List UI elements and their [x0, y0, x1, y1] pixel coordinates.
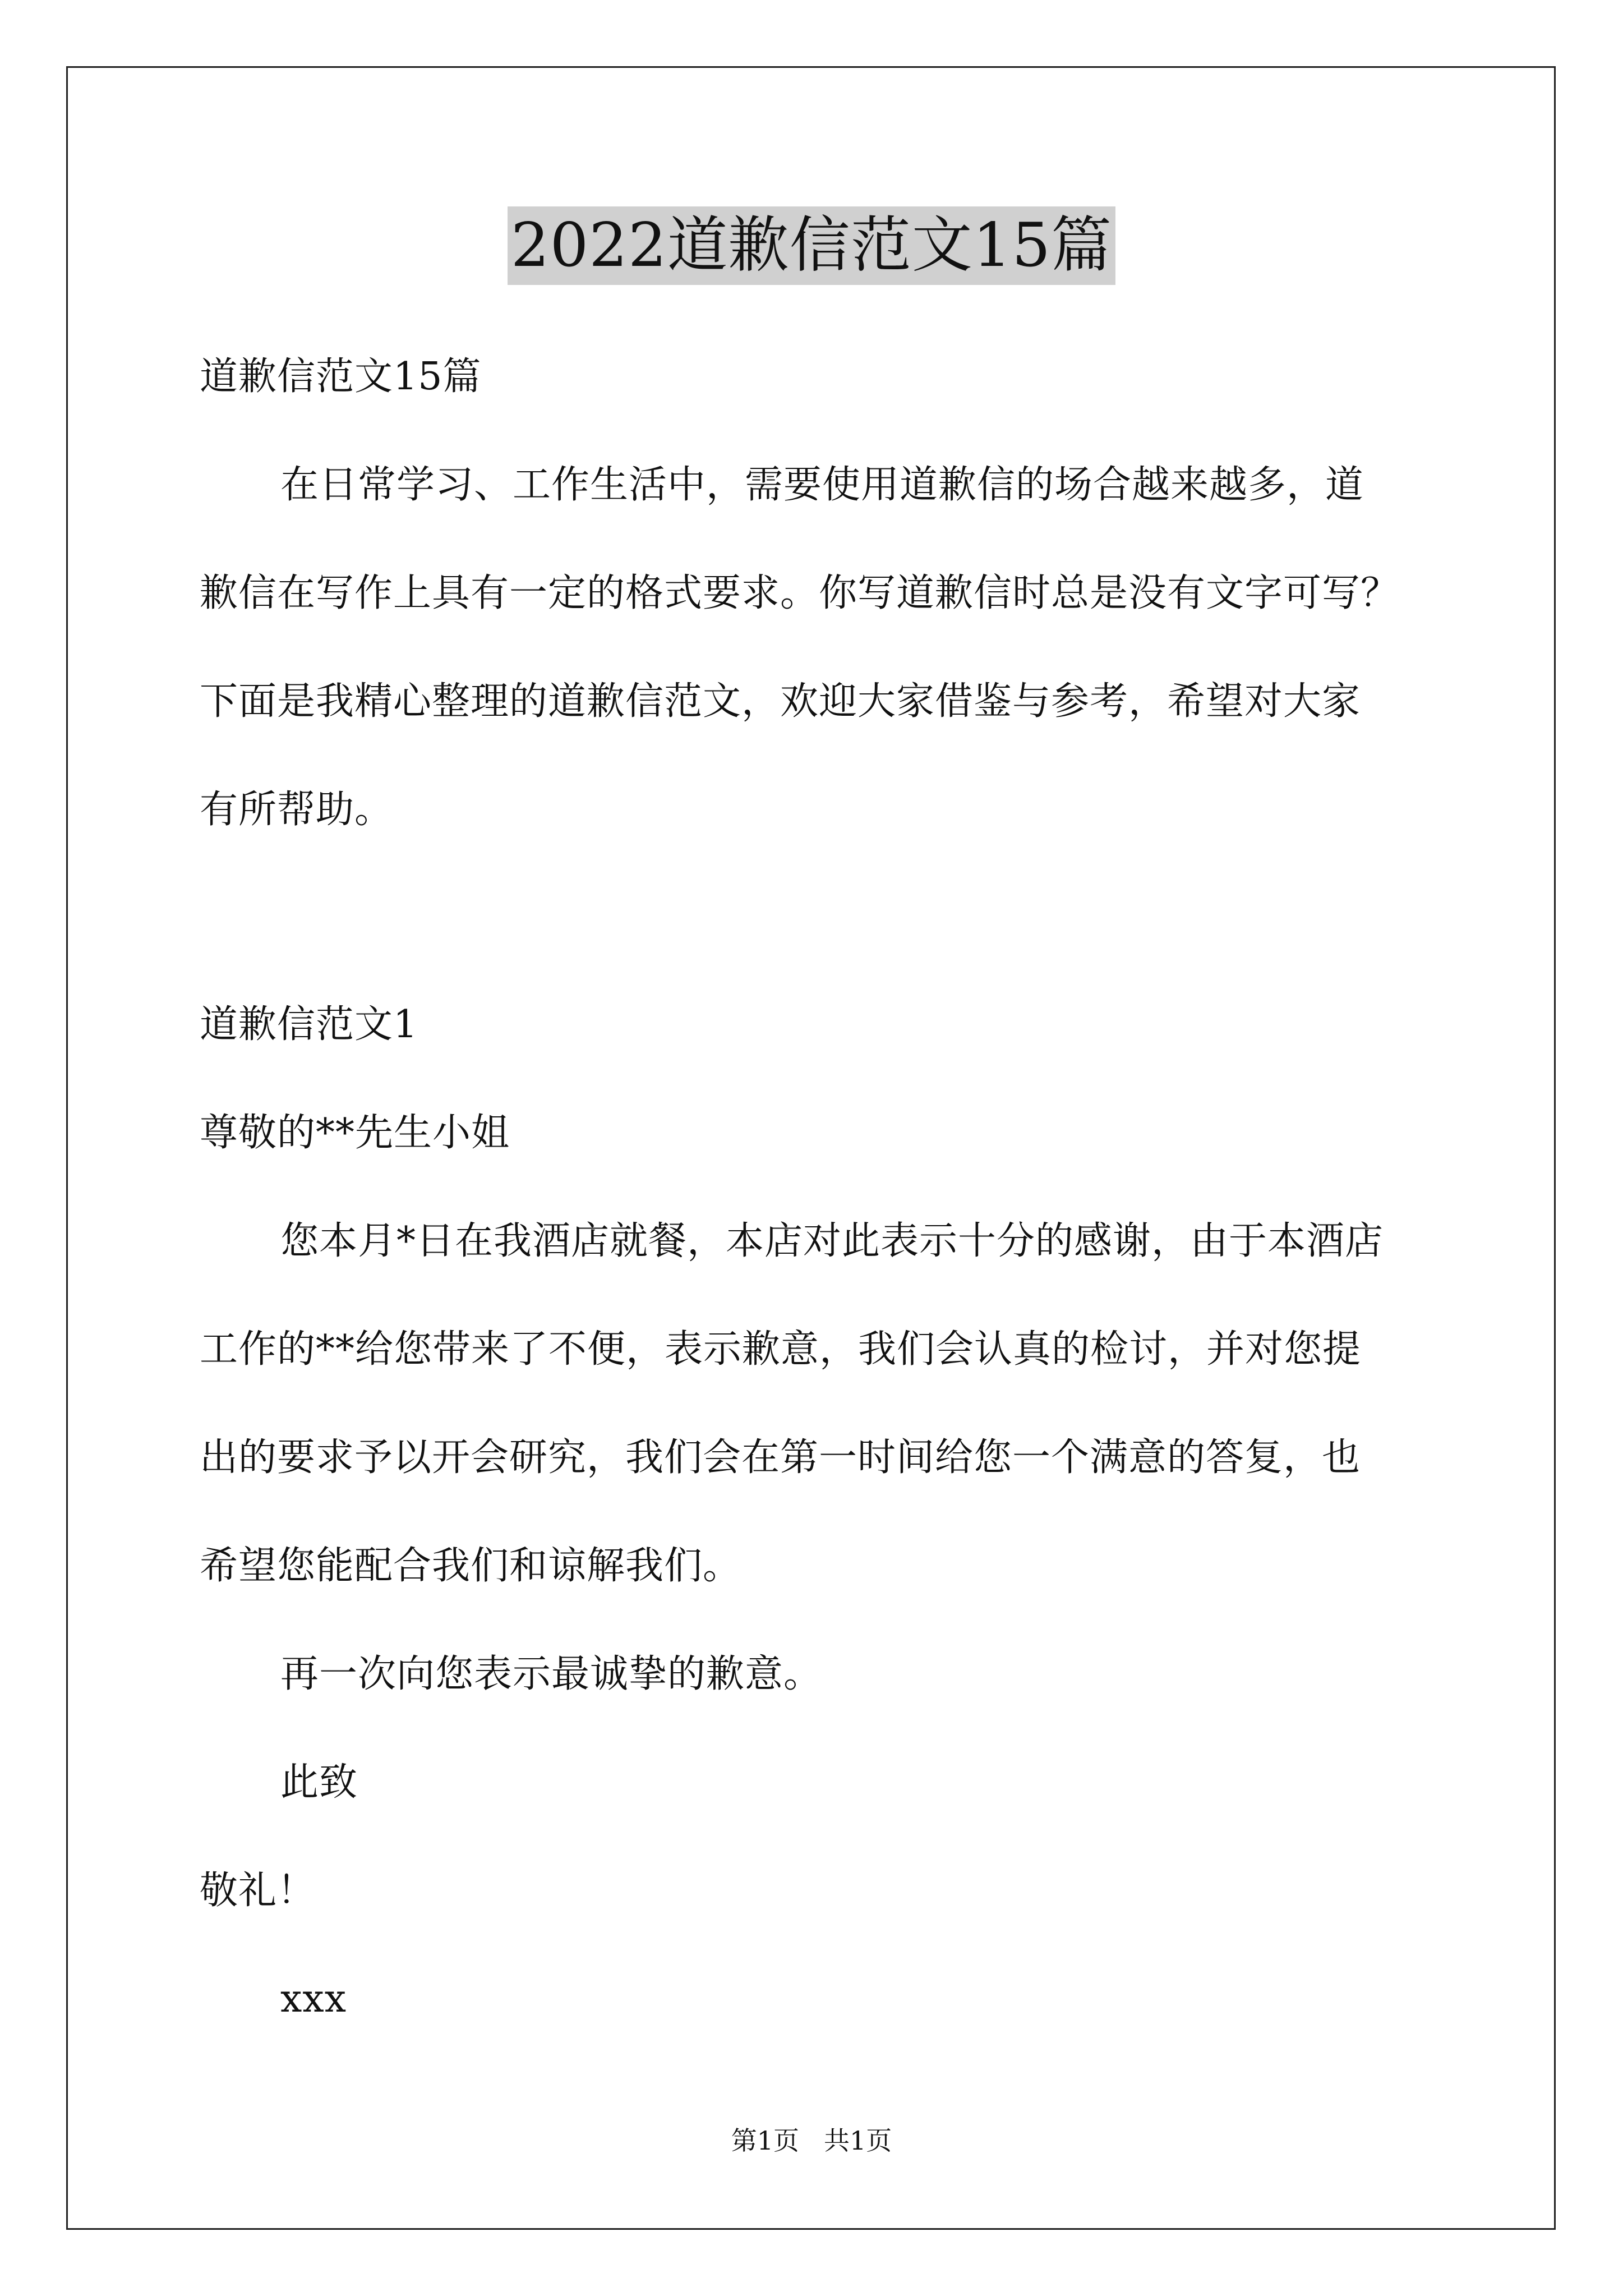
document-title: 2022道歉信范文15篇 — [508, 206, 1115, 285]
zhi-ci: 此致 — [280, 1760, 358, 1805]
intro-line-3: 下面是我精心整理的道歉信范文，欢迎大家借鉴与参考，希望对大家 — [200, 679, 1361, 724]
intro-line-1: 在日常学习、工作生活中，需要使用道歉信的场合越来越多，道 — [280, 463, 1364, 507]
closing-line: 再一次向您表示最诚挚的歉意。 — [280, 1652, 823, 1696]
salutation: 尊敬的**先生小姐 — [200, 1111, 510, 1155]
body-line-4: 希望您能配合我们和谅解我们。 — [200, 1544, 742, 1588]
intro-line-2: 歉信在写作上具有一定的格式要求。你写道歉信时总是没有文字可写？ — [200, 571, 1400, 615]
jing-li: 敬礼！ — [200, 1869, 316, 1913]
body-line-3: 出的要求予以开会研究，我们会在第一时间给您一个满意的答复，也 — [200, 1435, 1361, 1480]
section-heading: 道歉信范文1 — [200, 1002, 418, 1047]
intro-line-4: 有所帮助。 — [200, 788, 394, 832]
body-line-1: 您本月*日在我酒店就餐，本店对此表示十分的感谢，由于本酒店 — [280, 1219, 1384, 1263]
title-container — [0, 206, 1623, 285]
page-number-total: 共1页 — [824, 2125, 892, 2156]
document-subtitle: 道歉信范文15篇 — [200, 355, 482, 399]
page-number-current: 第1页 — [731, 2125, 799, 2156]
signature: xxx — [280, 1977, 347, 2021]
body-line-2: 工作的**给您带来了不便，表示歉意，我们会认真的检讨，并对您提 — [200, 1327, 1362, 1372]
page-footer — [0, 2124, 1623, 2157]
